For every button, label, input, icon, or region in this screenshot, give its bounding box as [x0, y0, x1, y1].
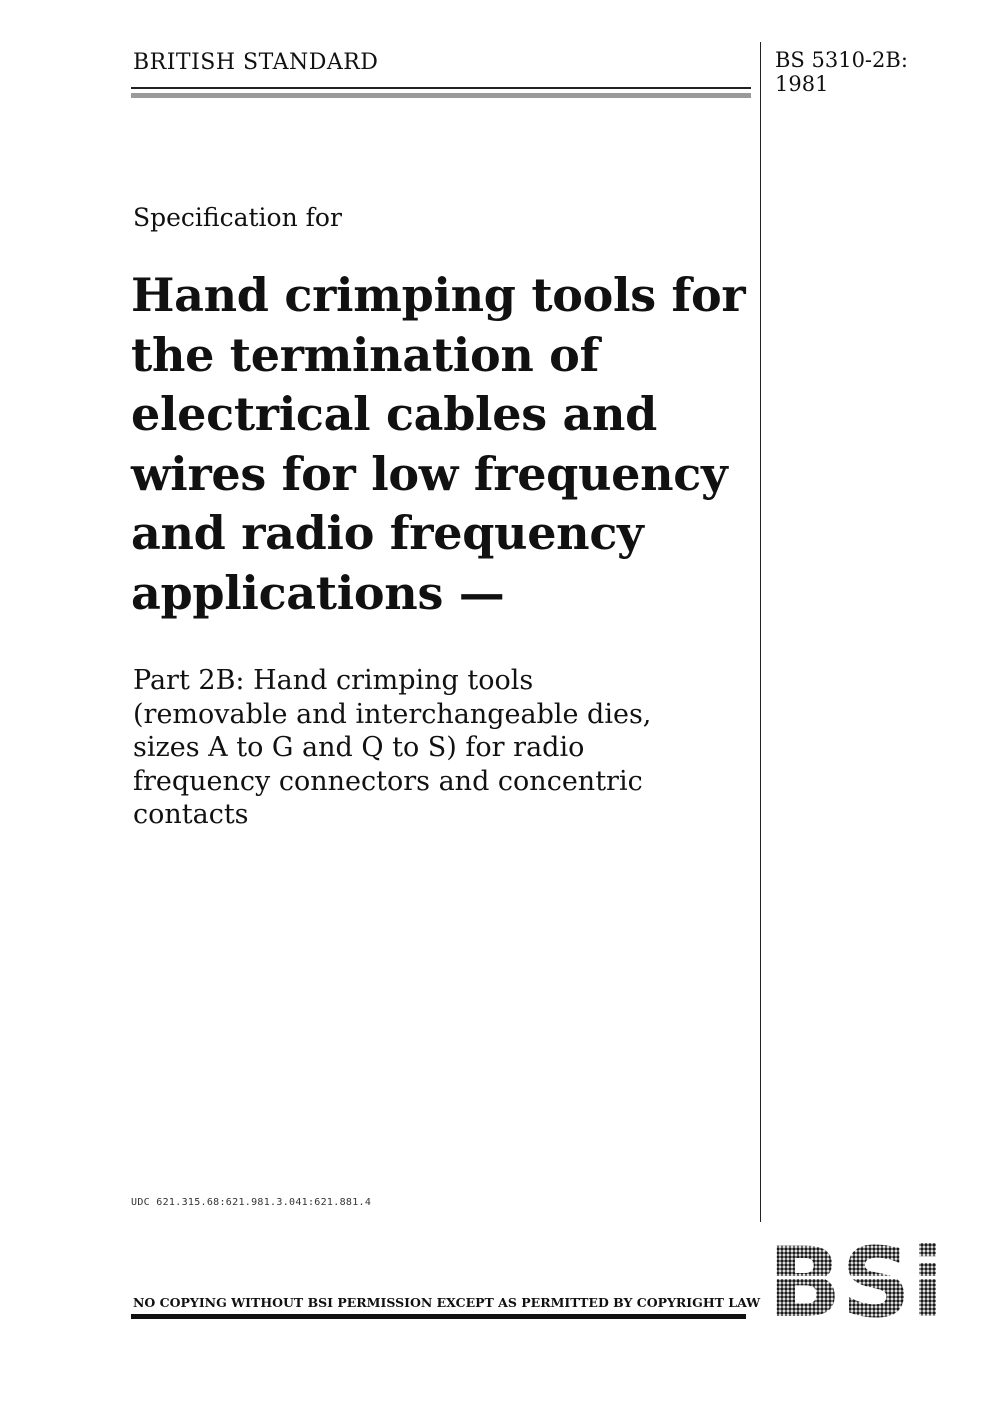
header-rule-thin: [131, 87, 751, 89]
main-title-line: applications —: [131, 565, 505, 620]
main-title-line: and radio frequency: [131, 506, 644, 560]
part-title-line: frequency connectors and concentric: [133, 765, 643, 797]
part-title-line: contacts: [133, 799, 249, 830]
main-title: [131, 266, 756, 623]
main-title-line: the termination of: [131, 327, 600, 382]
part-title-line: Part 2B: Hand crimping tools: [133, 665, 534, 696]
part-title-line: (removable and interchangeable dies,: [133, 698, 652, 730]
vertical-divider: [760, 42, 761, 1222]
spec-intro: Specification for: [133, 203, 342, 232]
udc-classification: UDC 621.315.68:621.981.3.041:621.881.4: [131, 1197, 372, 1208]
bsi-logo: [768, 1243, 944, 1319]
standard-number: BS 5310-2B: 1981: [775, 48, 908, 96]
main-title-line: wires for low frequency: [131, 446, 728, 501]
copyright-notice: NO COPYING WITHOUT BSI PERMISSION EXCEPT AS PERMITTED BY COPYRIGHT LAW: [133, 1295, 761, 1310]
footer-rule: [131, 1314, 746, 1319]
part-title-line: sizes A to G and Q to S) for radio: [133, 732, 585, 763]
main-title-line: electrical cables and: [131, 387, 658, 441]
main-title-line: Hand crimping tools for: [131, 268, 746, 322]
header-label: BRITISH STANDARD: [133, 50, 379, 75]
part-title: [133, 664, 758, 832]
header-rule-thick: [131, 93, 751, 98]
